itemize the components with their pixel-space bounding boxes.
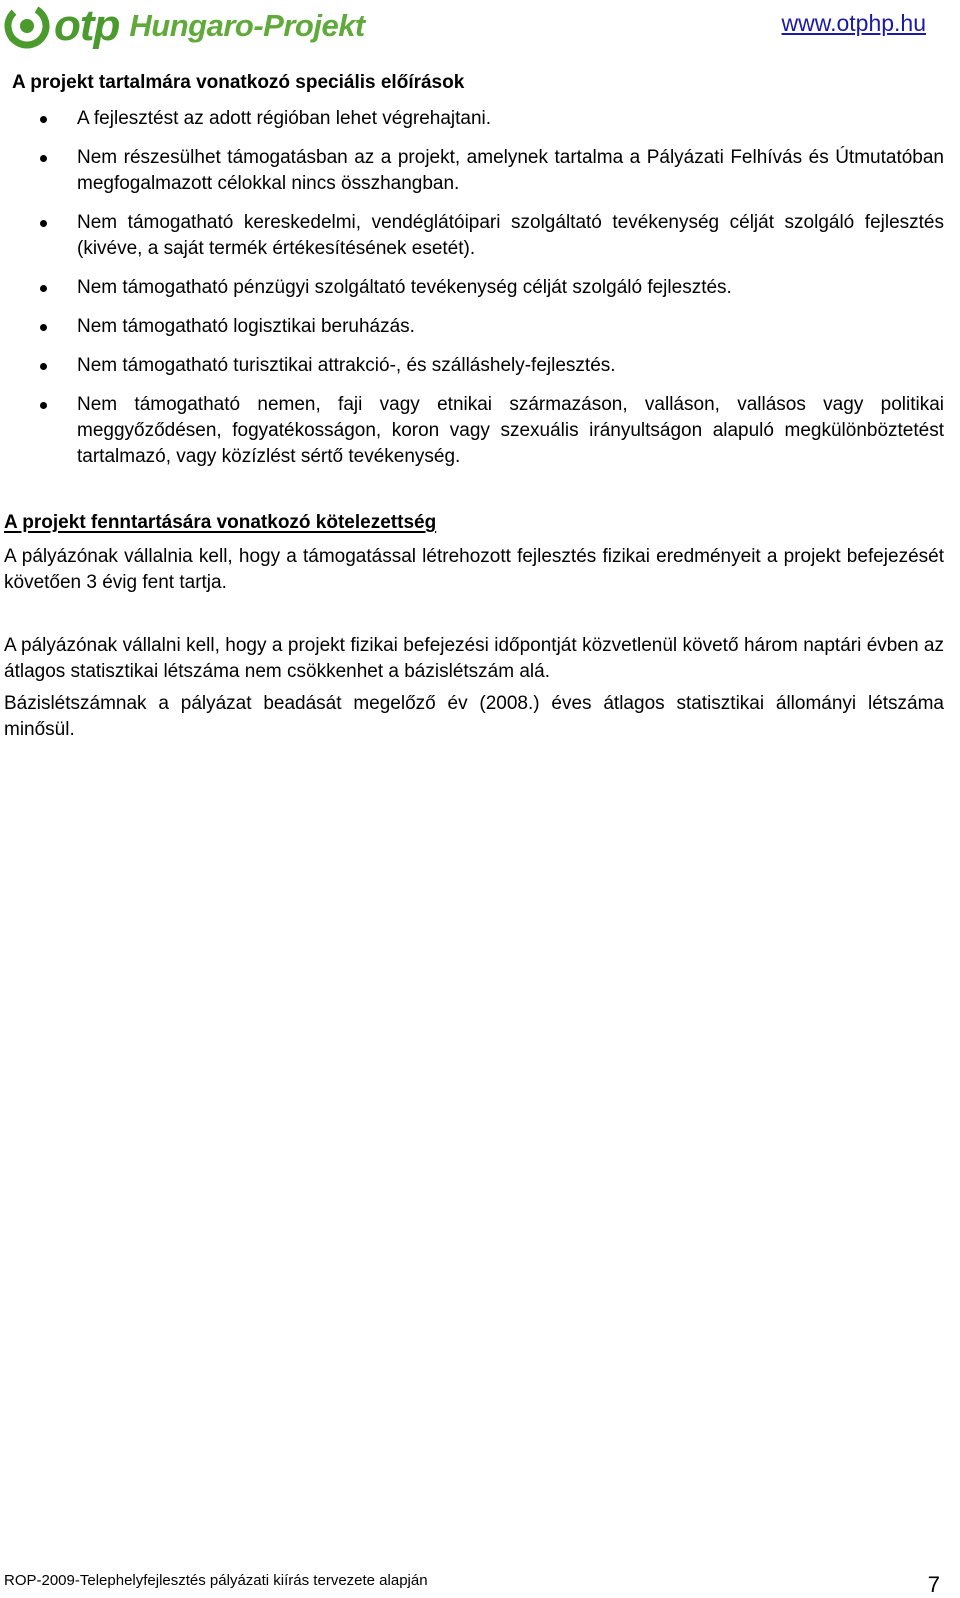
list-item: [0, 314, 944, 340]
bullet-icon: [40, 363, 47, 370]
section-title-special-requirements: A projekt tartalmára vonatkozó speciális előírások: [12, 72, 465, 93]
list-item: [0, 145, 944, 197]
list-item-text: A fejlesztést az adott régióban lehet végrehajtani.: [77, 108, 492, 129]
list-item-text: Nem támogatható kereskedelmi, vendéglátóipari szolgáltató tevékenység célját szolgáló fejlesztés (kivéve, a saját termék értékesítésének esetét).: [77, 212, 944, 259]
list-item-text: Nem részesülhet támogatásban az a projekt, amelynek tartalma a Pályázati Felhívás és Útmutatóban megfogalmazott célokkal nincs összhangban.: [77, 147, 944, 194]
requirements-list: [0, 106, 944, 470]
list-item: [0, 210, 944, 262]
bullet-icon: [40, 220, 47, 227]
paragraph: A pályázónak vállalnia kell, hogy a támogatással létrehozott fejlesztés fizikai eredményeit a projekt befejezését követően 3 évig fent tartja.: [4, 546, 944, 593]
website-link[interactable]: www.otphp.hu: [781, 10, 926, 36]
page-number: 7: [927, 1572, 940, 1597]
bullet-icon: [40, 324, 47, 331]
list-item-text: Nem támogatható turisztikai attrakció-, és szálláshely-fejlesztés.: [77, 355, 616, 376]
bullet-icon: [40, 285, 47, 292]
list-item: [0, 275, 944, 301]
bullet-icon: [40, 155, 47, 162]
paragraph: Bázislétszámnak a pályázat beadását megelőző év (2008.) éves átlagos statisztikai állományi létszáma minősül.: [4, 693, 944, 740]
bullet-icon: [40, 116, 47, 123]
page-header: [0, 0, 960, 56]
list-item: [0, 392, 944, 470]
logo-subtitle: Hungaro-Projekt: [129, 8, 365, 43]
list-item-text: Nem támogatható logisztikai beruházás.: [77, 316, 415, 337]
bullet-icon: [40, 402, 47, 409]
section-title-maintenance-obligation: A projekt fenntartására vonatkozó kötelezettség: [4, 512, 437, 533]
paragraph: A pályázónak vállalni kell, hogy a projekt fizikai befejezési időpontját közvetlenül követő három naptári évben az átlagos statisztikai létszáma nem csökkenhet a bázislétszám alá.: [4, 635, 944, 682]
footer-text: ROP-2009-Telephelyfejlesztés pályázati kiírás tervezete alapján: [4, 1572, 428, 1589]
list-item: [0, 353, 944, 379]
otp-logo: [4, 2, 365, 50]
otp-logo-icon: [4, 3, 50, 49]
document-body: [0, 70, 944, 743]
list-item-text: Nem támogatható nemen, faji vagy etnikai származáson, valláson, vallásos vagy politikai meggyőződésen, fogyatékosságon, koron vagy szexuális irányultságon alapuló megkülönböztetést tartalmazó, vagy közízlést sértő tevékenység.: [77, 394, 944, 467]
list-item-text: Nem támogatható pénzügyi szolgáltató tevékenység célját szolgáló fejlesztés.: [77, 277, 732, 298]
list-item: [0, 106, 944, 132]
logo-text: otp: [54, 1, 120, 50]
